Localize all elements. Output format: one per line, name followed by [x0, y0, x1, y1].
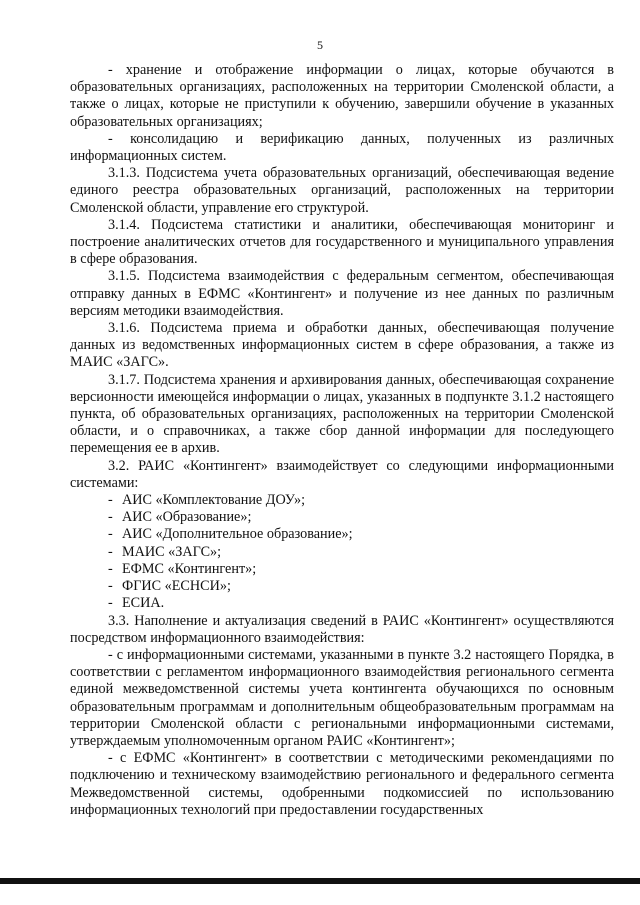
- paragraph: 3.1.6. Подсистема приема и обработки данных, обеспечивающая получение данных из ведомственных информационных систем в сфере образования, а также из МАИС «ЗАГС».: [70, 320, 614, 371]
- paragraph: 3.2. РАИС «Контингент» взаимодействует со следующими информационными системами:: [70, 457, 614, 491]
- document-body: [70, 62, 614, 819]
- paragraph: - с информационными системами, указанными в пункте 3.2 настоящего Порядка, в соответствии с регламентом информационного взаимодействия регионального сегмента единой межведомственной системы учета контингента обучающихся по основным образовательным программам и дополнительным общеобразовательным программам на территории Смоленской области с региональными информационными системами, утверждаемым уполномоченным органом РАИС «Контингент»;: [70, 646, 614, 749]
- systems-list: [70, 492, 614, 612]
- paragraph: - хранение и отображение информации о лицах, которые обучаются в образовательных организациях, расположенных на территории Смоленской области, а также о лицах, которые не приступили к обучению, завершили обучение в указанных образовательных организациях;: [70, 62, 614, 130]
- paragraph: - консолидацию и верификацию данных, полученных из различных информационных систем.: [70, 130, 614, 165]
- paragraph: - с ЕФМС «Контингент» в соответствии с методическими рекомендациями по подключению и техническому взаимодействию регионального и федерального сегмента Межведомственной системы, одобренными подкомиссией по использованию информационных технологий при предоставлении государственных: [70, 750, 614, 818]
- paragraph: 3.1.7. Подсистема хранения и архивирования данных, обеспечивающая сохранение версионности имеющейся информации о лицах, указанных в подпункте 3.1.2 настоящего пункта, об образовательных организациях, расположенных на территории Смоленской области, и о справочниках, а также сбор данной информации для последующего перемещения ее в архив.: [70, 371, 614, 457]
- page-bottom-rule: [0, 878, 640, 884]
- list-item: - ФГИС «ЕСНСИ»;: [70, 578, 614, 595]
- paragraph: 3.1.5. Подсистема взаимодействия с федеральным сегментом, обеспечивающая отправку данных в ЕФМС «Контингент» и получение из нее данных по различным версиям методики взаимодействия.: [70, 268, 614, 319]
- list-item: - ЕФМС «Контингент»;: [70, 561, 614, 578]
- list-item: - МАИС «ЗАГС»;: [70, 544, 614, 561]
- paragraph: 3.1.3. Подсистема учета образовательных организаций, обеспечивающая ведение единого реестра образовательных организаций, расположенных на территории Смоленской области, управление его структурой.: [70, 165, 614, 216]
- paragraph: 3.1.4. Подсистема статистики и аналитики, обеспечивающая мониторинг и построение аналитических отчетов для государственного и муниципального управления в сфере образования.: [70, 216, 614, 268]
- list-item: - АИС «Комплектование ДОУ»;: [70, 492, 614, 509]
- page-number: 5: [317, 38, 323, 52]
- paragraph: 3.3. Наполнение и актуализация сведений в РАИС «Контингент» осуществляются посредством информационного взаимодействия:: [70, 612, 614, 646]
- list-item: - АИС «Образование»;: [70, 509, 614, 526]
- list-item: - ЕСИА.: [70, 595, 614, 612]
- list-item: - АИС «Дополнительное образование»;: [70, 526, 614, 543]
